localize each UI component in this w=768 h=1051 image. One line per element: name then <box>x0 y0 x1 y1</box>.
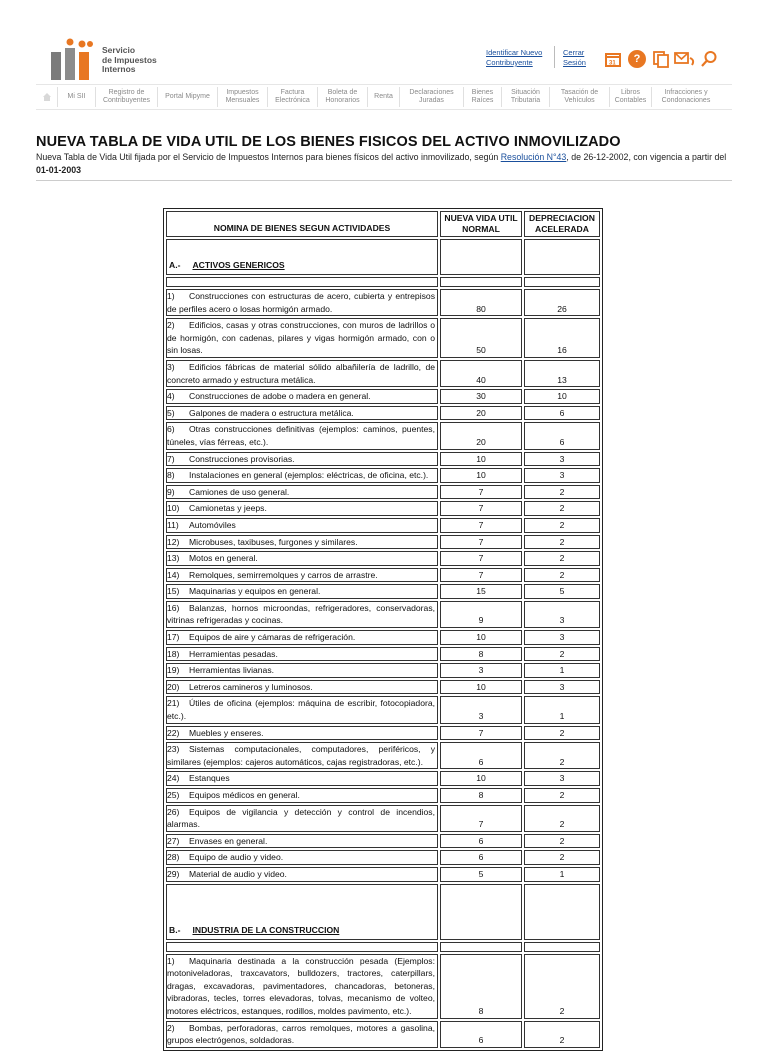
table-row <box>166 389 600 404</box>
nav-mi-sii[interactable]: Mi SII <box>58 87 96 107</box>
item-description <box>166 601 438 628</box>
item-number: 26) <box>167 806 180 817</box>
table-row <box>166 485 600 500</box>
nav-portal-mipyme[interactable]: Portal Mipyme <box>158 87 218 107</box>
depreciacion-value: 2 <box>524 535 600 550</box>
item-text: Camionetas y jeeps. <box>189 503 267 514</box>
depreciacion-value: 2 <box>524 551 600 566</box>
vida-util-value: 6 <box>440 1021 522 1048</box>
search-icon[interactable] <box>700 50 718 68</box>
item-description <box>166 867 438 882</box>
depreciacion-value: 2 <box>524 485 600 500</box>
item-number: 24) <box>167 773 180 784</box>
item-description <box>166 485 438 500</box>
vida-util-value: 7 <box>440 485 522 500</box>
item-number: 29) <box>167 868 180 879</box>
item-number: 8) <box>167 470 175 481</box>
vida-util-value: 10 <box>440 680 522 695</box>
divider <box>36 180 732 181</box>
depreciacion-value: 2 <box>524 647 600 662</box>
empty-cell <box>524 239 600 275</box>
top-divider <box>554 46 555 68</box>
item-text: Otras construcciones definitivas (ejemplos: caminos, puentes, túneles, vías férreas, etc.). <box>167 424 435 447</box>
table-row <box>166 535 600 550</box>
item-description <box>166 568 438 583</box>
vida-util-value: 6 <box>440 742 522 769</box>
empty-cell <box>440 884 522 940</box>
nav-impuestos-mensuales[interactable]: Impuestos Mensuales <box>218 87 268 107</box>
item-number: 6) <box>167 424 175 435</box>
vida-util-value: 30 <box>440 389 522 404</box>
item-description <box>166 360 438 387</box>
item-number: 4) <box>167 391 175 402</box>
col-header-vida-util: NUEVA VIDA UTIL NORMAL <box>440 211 522 237</box>
sii-logo[interactable] <box>50 38 170 82</box>
depreciacion-value: 2 <box>524 1021 600 1048</box>
nav-declaraciones-juradas[interactable]: Declaraciones Juradas <box>400 87 464 107</box>
depreciacion-value: 3 <box>524 452 600 467</box>
table-row <box>166 954 600 1019</box>
item-text: Herramientas pesadas. <box>189 648 278 659</box>
vida-util-value: 10 <box>440 630 522 645</box>
item-description <box>166 551 438 566</box>
item-text: Envases en general. <box>189 835 268 846</box>
vida-util-value: 10 <box>440 771 522 786</box>
item-number: 17) <box>167 632 180 643</box>
vida-util-value: 9 <box>440 601 522 628</box>
useful-life-table <box>163 208 603 1051</box>
table-row <box>166 468 600 483</box>
section-row <box>166 239 600 275</box>
item-text: Edificios fábricas de material sólido albañilería de ladrillo, de concreto armado y estructura metálica. <box>167 361 435 385</box>
home-icon[interactable] <box>36 87 58 107</box>
nav-infracciones-condonaciones[interactable]: Infracciones y Condonaciones <box>661 88 711 104</box>
item-description <box>166 663 438 678</box>
item-text: Construcciones provisorias. <box>189 453 295 464</box>
identify-new-taxpayer-link[interactable]: Identificar Nuevo Contribuyente <box>486 48 543 67</box>
item-number: 14) <box>167 569 180 580</box>
table-row <box>166 834 600 849</box>
depreciacion-value: 2 <box>524 805 600 832</box>
depreciacion-value: 3 <box>524 630 600 645</box>
table-row <box>166 289 600 316</box>
empty-cell <box>166 277 438 287</box>
vida-util-value: 20 <box>440 406 522 421</box>
item-description <box>166 1021 438 1048</box>
nav-bienes-raices[interactable]: Bienes Raíces <box>464 87 502 107</box>
table-row <box>166 771 600 786</box>
vida-util-value: 3 <box>440 663 522 678</box>
item-text: Maquinarias y equipos en general. <box>189 586 321 597</box>
depreciacion-value: 3 <box>524 468 600 483</box>
table-row <box>166 318 600 358</box>
item-number: 18) <box>167 648 180 659</box>
item-description <box>166 850 438 865</box>
table-row <box>166 568 600 583</box>
documents-icon[interactable] <box>652 50 670 68</box>
table-row <box>166 805 600 832</box>
vida-util-value: 7 <box>440 501 522 516</box>
empty-cell <box>440 277 522 287</box>
item-text: Galpones de madera o estructura metálica. <box>189 407 354 418</box>
item-number: 11) <box>167 519 179 530</box>
item-number: 21) <box>167 698 180 709</box>
item-description <box>166 788 438 803</box>
nav-tasacion-vehiculos[interactable]: Tasación de Vehículos <box>550 87 610 107</box>
depreciacion-value: 3 <box>524 680 600 695</box>
depreciacion-value: 16 <box>524 318 600 358</box>
item-description <box>166 805 438 832</box>
item-text: Equipo de audio y video. <box>189 852 284 863</box>
item-text: Instalaciones en general (ejemplos: eléctricas, de oficina, etc.). <box>189 470 429 481</box>
item-text: Estanques <box>189 773 230 784</box>
vida-util-value: 10 <box>440 468 522 483</box>
table-row <box>166 1021 600 1048</box>
vida-util-value: 6 <box>440 834 522 849</box>
section-name: INDUSTRIA DE LA CONSTRUCCION <box>192 924 340 935</box>
depreciacion-value: 1 <box>524 696 600 723</box>
vida-util-value: 8 <box>440 788 522 803</box>
item-description <box>166 289 438 316</box>
section-row <box>166 884 600 940</box>
item-description <box>166 452 438 467</box>
vida-util-value: 7 <box>440 568 522 583</box>
item-text: Equipos médicos en general. <box>189 790 300 800</box>
depreciacion-value: 2 <box>524 954 600 1019</box>
depreciacion-value: 13 <box>524 360 600 387</box>
logo-text: Servicio de Impuestos Internos <box>102 45 157 74</box>
item-description <box>166 680 438 695</box>
item-text: Edificios, casas y otras construcciones, con muros de ladrillos o de hormigón, con cadenas, pilares y vigas hormigón armado, con o sin losas. <box>167 320 435 356</box>
item-number: 20) <box>167 681 180 692</box>
item-number: 27) <box>167 835 180 846</box>
item-text: Sistemas computacionales, computadores, periféricos, y similares (ejemplos: cajeros automáticos, cajas registradoras, etc.). <box>167 744 435 767</box>
svg-text:31: 31 <box>609 60 616 67</box>
item-number: 25) <box>167 790 180 800</box>
item-text: Construcciones con estructuras de acero, cubierta y entrepisos de perfiles acero o losas hormigón armado. <box>167 291 435 314</box>
empty-cell <box>166 942 438 952</box>
item-number: 3) <box>167 361 175 372</box>
table-row <box>166 726 600 741</box>
table-row <box>166 788 600 803</box>
section-name: ACTIVOS GENERICOS <box>192 260 285 271</box>
item-number: 15) <box>167 586 180 597</box>
vida-util-value: 8 <box>440 954 522 1019</box>
depreciacion-value: 2 <box>524 742 600 769</box>
contact-icon[interactable] <box>676 50 694 68</box>
depreciacion-value: 10 <box>524 389 600 404</box>
col-header-nomina: NOMINA DE BIENES SEGUN ACTIVIDADES <box>166 211 438 237</box>
depreciacion-value: 2 <box>524 568 600 583</box>
vida-util-value: 5 <box>440 867 522 882</box>
item-description <box>166 630 438 645</box>
item-text: Bombas, perforadoras, carros remolques, motores a gasolina, grupos electrógenos, soldadoras. <box>167 1022 435 1046</box>
vida-util-value: 10 <box>440 452 522 467</box>
vida-util-value: 8 <box>440 647 522 662</box>
depreciacion-value: 1 <box>524 663 600 678</box>
table-row <box>166 584 600 599</box>
calendar-icon[interactable] <box>604 50 622 68</box>
section-title <box>166 239 438 275</box>
table-row <box>166 867 600 882</box>
item-description <box>166 318 438 358</box>
col-header-depreciacion: DEPRECIACION ACELERADA <box>524 211 600 237</box>
item-text: Letreros camineros y luminosos. <box>189 681 313 692</box>
table-row <box>166 630 600 645</box>
nav-renta[interactable]: Renta <box>368 87 400 107</box>
help-icon[interactable]: ? <box>628 50 646 68</box>
item-text: Motos en general. <box>189 553 258 564</box>
table-row <box>166 360 600 387</box>
empty-cell <box>524 884 600 940</box>
vida-util-value: 7 <box>440 535 522 550</box>
item-description <box>166 954 438 1019</box>
item-text: Muebles y enseres. <box>189 727 264 738</box>
section-title <box>166 884 438 940</box>
item-description <box>166 501 438 516</box>
nav-libros-contables[interactable]: Libros Contables <box>610 87 652 107</box>
depreciacion-value: 2 <box>524 518 600 533</box>
item-number: 28) <box>167 852 180 863</box>
item-text: Microbuses, taxibuses, furgones y similares. <box>189 536 358 547</box>
depreciacion-value: 2 <box>524 834 600 849</box>
item-number: 13) <box>167 553 180 564</box>
table-row <box>166 518 600 533</box>
table-row <box>166 452 600 467</box>
table-row <box>166 680 600 695</box>
depreciacion-value: 6 <box>524 406 600 421</box>
vida-util-value: 6 <box>440 850 522 865</box>
item-description <box>166 726 438 741</box>
item-description <box>166 584 438 599</box>
item-text: Material de audio y video. <box>189 868 287 879</box>
item-number: 23) <box>167 744 180 755</box>
item-number: 1) <box>167 291 175 301</box>
vida-util-value: 7 <box>440 551 522 566</box>
item-text: Equipos de vigilancia y detección y control de incendios, alarmas. <box>167 806 435 830</box>
vida-util-value: 7 <box>440 805 522 832</box>
effective-date: 01-01-2003 <box>36 164 81 175</box>
empty-cell <box>524 277 600 287</box>
nav-situacion-tributaria[interactable]: Situación Tributaria <box>502 87 550 107</box>
depreciacion-value: 2 <box>524 788 600 803</box>
item-number: 9) <box>167 486 175 497</box>
table-row <box>166 663 600 678</box>
item-number: 5) <box>167 407 175 418</box>
item-number: 22) <box>167 727 180 738</box>
item-description <box>166 834 438 849</box>
item-text: Balanzas, hornos microondas, refrigeradores, conservadoras, vitrinas refrigeradas y cocinas. <box>167 602 435 626</box>
depreciacion-value: 5 <box>524 584 600 599</box>
item-text: Equipos de aire y cámaras de refrigeración. <box>189 632 356 643</box>
item-description <box>166 647 438 662</box>
empty-cell <box>524 942 600 952</box>
empty-cell <box>440 942 522 952</box>
vida-util-value: 7 <box>440 726 522 741</box>
vida-util-value: 20 <box>440 422 522 449</box>
nav-registro-contribuyentes[interactable]: Registro de Contribuyentes <box>96 87 158 107</box>
item-description <box>166 742 438 769</box>
depreciacion-value: 2 <box>524 501 600 516</box>
table-row <box>166 742 600 769</box>
resolution-link[interactable]: Resolución N°43 <box>500 152 567 162</box>
item-number: 16) <box>167 602 180 613</box>
table-row <box>166 501 600 516</box>
vida-util-value: 15 <box>440 584 522 599</box>
vida-util-value: 50 <box>440 318 522 358</box>
sii-logo-icon <box>50 38 94 82</box>
item-text: Remolques, semirremolques y carros de arrastre. <box>189 569 378 580</box>
nav-boleta-honorarios[interactable]: Boleta de Honorarios <box>318 87 368 107</box>
table-row <box>166 647 600 662</box>
table-row <box>166 551 600 566</box>
item-description <box>166 696 438 723</box>
item-description <box>166 518 438 533</box>
page-title: NUEVA TABLA DE VIDA UTIL DE LOS BIENES FISICOS DEL ACTIVO INMOVILIZADO <box>36 134 621 150</box>
item-number: 7) <box>167 453 175 464</box>
page-description: Nueva Tabla de Vida Util fijada por el Servicio de Impuestos Internos para bienes físicos del activo inmovilizado, según Resolución N°43, de 26-12-2002, con vigencia a partir del 01-01-2003 <box>36 152 727 175</box>
item-text: Camiones de uso general. <box>189 486 290 497</box>
depreciacion-value: 3 <box>524 601 600 628</box>
item-description <box>166 406 438 421</box>
table-row <box>166 406 600 421</box>
table-row <box>166 850 600 865</box>
item-description <box>166 535 438 550</box>
item-number: 2) <box>167 1022 175 1033</box>
spacer-row <box>166 277 600 287</box>
item-text: Automóviles <box>189 519 236 530</box>
vida-util-value: 3 <box>440 696 522 723</box>
depreciacion-value: 2 <box>524 726 600 741</box>
table-row <box>166 696 600 723</box>
item-description <box>166 422 438 449</box>
depreciacion-value: 26 <box>524 289 600 316</box>
item-number: 2) <box>167 320 175 331</box>
item-number: 19) <box>167 665 180 676</box>
depreciacion-value: 1 <box>524 867 600 882</box>
depreciacion-value: 2 <box>524 850 600 865</box>
table-header-row <box>166 211 600 237</box>
item-text: Útiles de oficina (ejemplos: máquina de escribir, fotocopiadora, etc.). <box>167 698 435 722</box>
item-description <box>166 389 438 404</box>
item-text: Construcciones de adobe o madera en general. <box>189 391 371 402</box>
item-description <box>166 771 438 786</box>
spacer-row <box>166 942 600 952</box>
vida-util-value: 7 <box>440 518 522 533</box>
table-row <box>166 422 600 449</box>
vida-util-value: 40 <box>440 360 522 387</box>
logout-link[interactable]: Cerrar Sesión <box>563 48 586 67</box>
item-number: 1) <box>167 955 175 966</box>
item-number: 12) <box>167 536 180 547</box>
depreciacion-value: 3 <box>524 771 600 786</box>
section-label: A.- <box>169 260 181 271</box>
section-label: B.- <box>169 924 181 935</box>
table-row <box>166 601 600 628</box>
item-text: Maquinaria destinada a la construcción pesada (Ejemplos: motoniveladoras, traxcavators, bulldozers, tractores, caterpillars, dragas, excavadoras, pavimentadores, chancadoras, betoneras, vibradoras, tecles, torres elevadoras, tolvas, mecanismo de volteo, motores eléctricos, estanques, rodillos, moldes pavimento, etc.). <box>167 955 435 1016</box>
item-text: Herramientas livianas. <box>189 665 275 676</box>
item-number: 10) <box>167 503 180 514</box>
depreciacion-value: 6 <box>524 422 600 449</box>
item-description <box>166 468 438 483</box>
main-nav <box>36 84 732 110</box>
empty-cell <box>440 239 522 275</box>
nav-factura-electronica[interactable]: Factura Electrónica <box>268 87 318 107</box>
vida-util-value: 80 <box>440 289 522 316</box>
